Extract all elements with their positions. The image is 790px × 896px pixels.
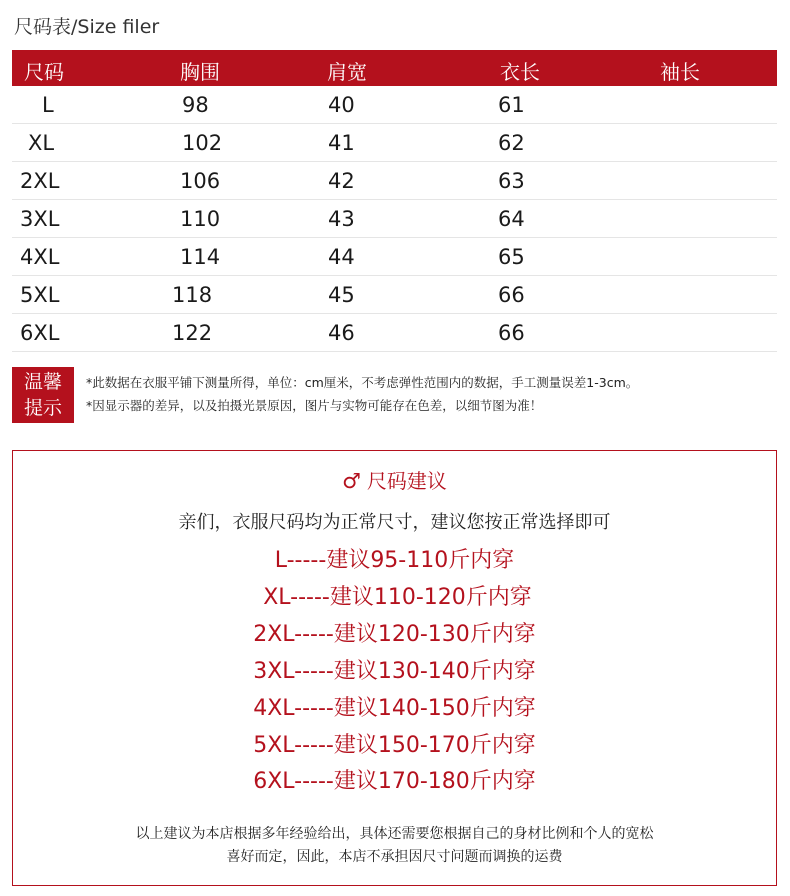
size-recommendation: 2XL-----建议120-130斤内穿	[253, 622, 536, 647]
header-size: 尺码	[24, 60, 64, 84]
size-recommendation: XL-----建议110-120斤内穿	[263, 585, 532, 610]
cell-shoulder: 42	[328, 169, 355, 193]
size-advice-box	[12, 450, 777, 886]
table-row	[12, 200, 777, 238]
advice-footer-note: 喜好而定，因此，本店不承担因尺寸问题而调换的运费	[226, 849, 563, 865]
cell-length: 63	[498, 169, 525, 193]
table-header	[12, 50, 777, 86]
cell-size: 3XL	[20, 207, 60, 231]
advice-intro: 亲们，衣服尺码均为正常尺寸，建议您按正常选择即可	[178, 512, 611, 533]
cell-size: XL	[28, 131, 55, 155]
advice-title	[13, 465, 776, 494]
table-row	[12, 238, 777, 276]
cell-length: 66	[498, 283, 525, 307]
size-recommendation: 3XL-----建议130-140斤内穿	[253, 659, 536, 684]
notice-text: *此数据在衣服平铺下测量所得，单位：cm厘米，不考虑弹性范围内的数据，手工测量误差1-3cm。	[86, 375, 639, 390]
cell-size: 5XL	[20, 283, 60, 307]
advice-footer-note: 以上建议为本店根据多年经验给出，具体还需要您根据自己的身材比例和个人的宽松	[135, 826, 654, 842]
cell-size: 2XL	[20, 169, 60, 193]
cell-length: 65	[498, 245, 525, 269]
notice-badge	[12, 367, 74, 423]
cell-chest: 110	[180, 207, 221, 231]
cell-shoulder: 45	[328, 283, 355, 307]
cell-chest: 118	[172, 283, 213, 307]
cell-size: 4XL	[20, 245, 60, 269]
cell-chest: 106	[180, 169, 221, 193]
cell-length: 66	[498, 321, 525, 345]
cell-chest: 122	[172, 321, 213, 345]
notice-text: *因显示器的差异，以及拍摄光景原因，图片与实物可能存在色差，以细节图为准！	[86, 398, 543, 413]
table-row	[12, 124, 777, 162]
header-shoulder: 肩宽	[327, 60, 367, 84]
header-sleeve: 袖长	[660, 60, 700, 84]
cell-chest: 98	[182, 93, 209, 117]
notice-badge-line: 温馨	[23, 371, 62, 393]
size-recommendation: 5XL-----建议150-170斤内穿	[253, 733, 536, 758]
cell-length: 64	[498, 207, 525, 231]
cell-chest: 114	[180, 245, 221, 269]
header-chest: 胸围	[180, 60, 220, 84]
cell-shoulder: 40	[328, 93, 355, 117]
notice-section	[12, 367, 777, 423]
male-symbol-icon: ♂	[342, 469, 361, 493]
table-row	[12, 86, 777, 124]
cell-chest: 102	[182, 131, 223, 155]
cell-shoulder: 41	[328, 131, 355, 155]
cell-size: 6XL	[20, 321, 60, 345]
table-row	[12, 276, 777, 314]
notice-badge-line: 提示	[23, 397, 62, 419]
cell-length: 61	[498, 93, 525, 117]
size-recommendation: L-----建议95-110斤内穿	[274, 548, 515, 573]
cell-shoulder: 43	[328, 207, 355, 231]
cell-shoulder: 46	[328, 321, 355, 345]
header-length: 衣长	[500, 60, 540, 84]
cell-shoulder: 44	[328, 245, 355, 269]
size-recommendation: 6XL-----建议170-180斤内穿	[253, 769, 536, 794]
cell-size: L	[42, 93, 54, 117]
page-title: 尺码表/Size filer	[14, 16, 160, 38]
size-table	[12, 50, 777, 352]
table-row	[12, 162, 777, 200]
cell-length: 62	[498, 131, 525, 155]
size-recommendation: 4XL-----建议140-150斤内穿	[253, 696, 536, 721]
table-row	[12, 314, 777, 352]
advice-title-text: 尺码建议	[366, 469, 447, 493]
